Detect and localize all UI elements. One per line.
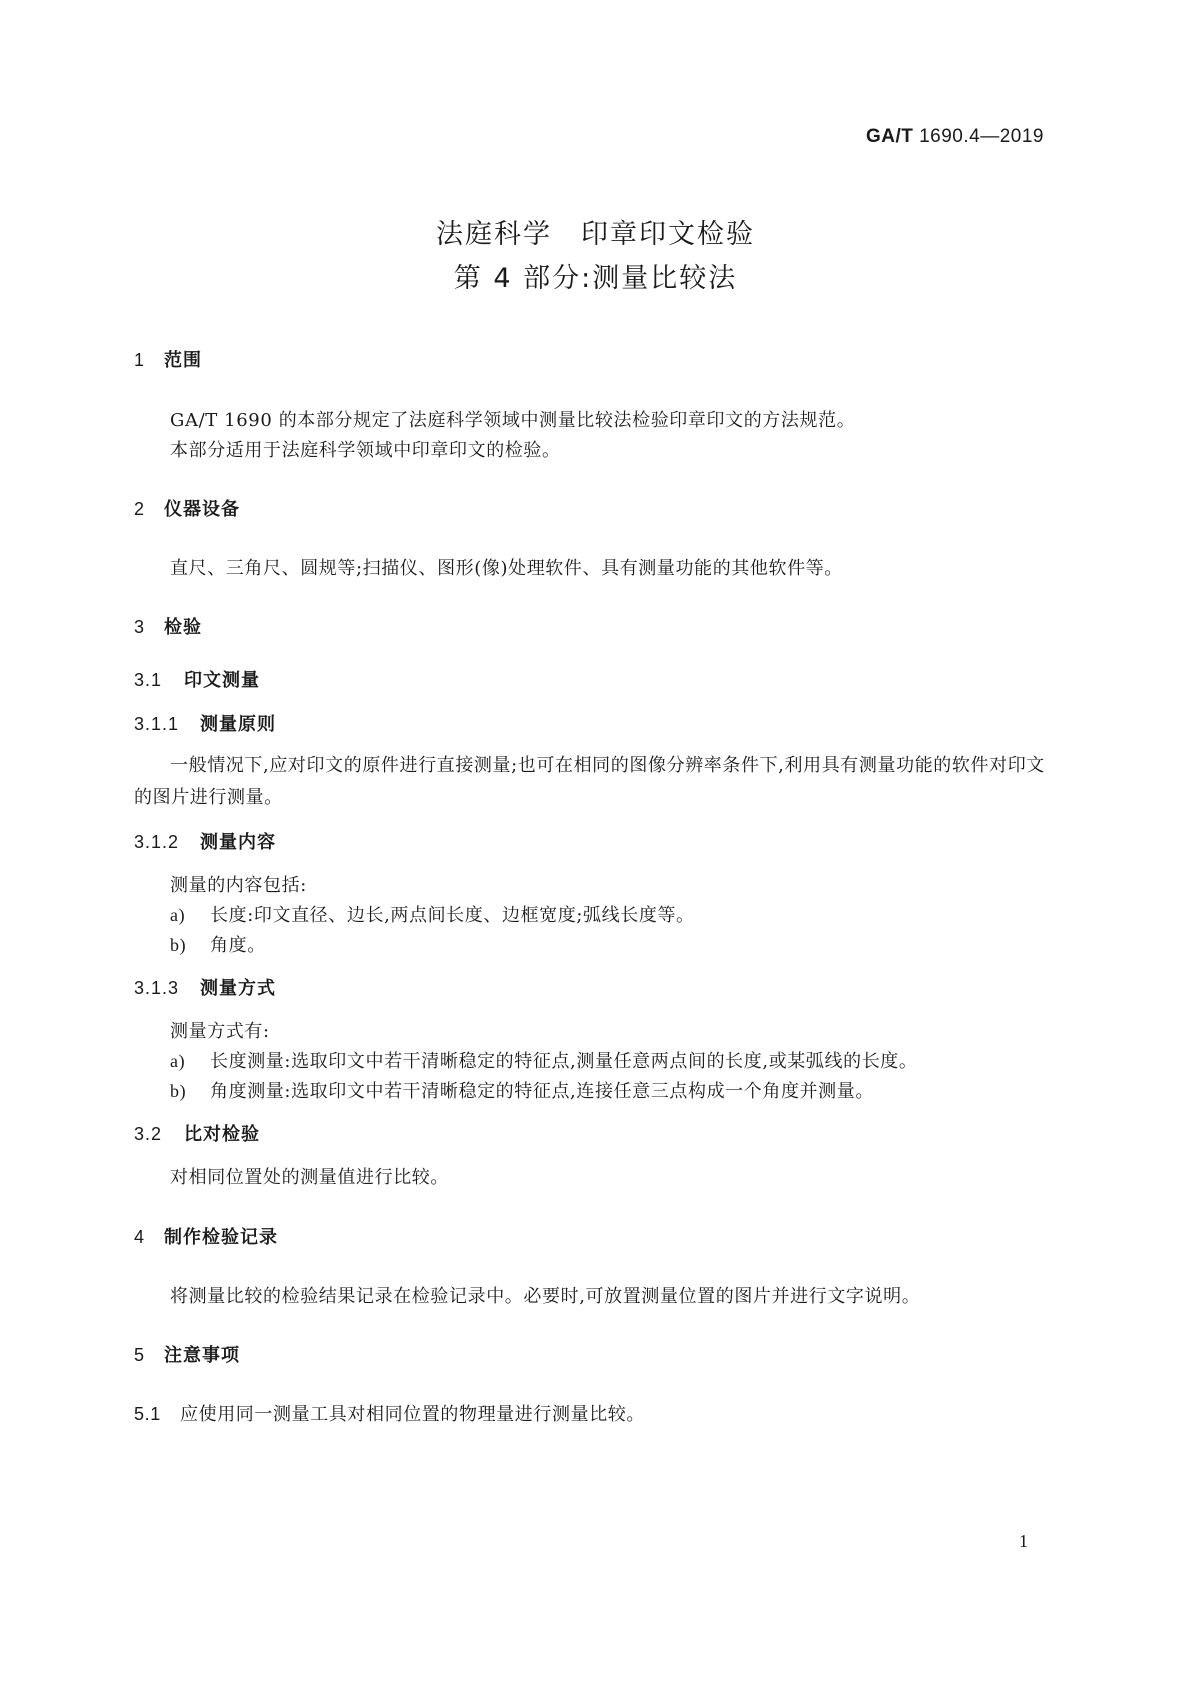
list-item <box>170 1047 918 1073</box>
section-3-1-2-heading <box>134 828 276 854</box>
section-number: 1 <box>134 350 146 370</box>
section-number: 3.1.3 <box>134 978 180 998</box>
scope-paragraph-1: GA/T 1690 的本部分规定了法庭科学领域中测量比较法检验印章印文的方法规范。 <box>170 410 856 431</box>
list-item-label: a) <box>170 905 186 925</box>
measurement-method-intro: 测量方式有: <box>170 1021 270 1042</box>
section-5-1 <box>134 1400 645 1426</box>
comparison-paragraph: 对相同位置处的测量值进行比较。 <box>170 1167 449 1188</box>
section-title: 测量方式 <box>200 978 276 999</box>
measurement-principle-paragraph: 一般情况下,应对印文的原件进行直接测量;也可在相同的图像分辨率条件下,利用具有测量功能的软件对印文的图片进行测量。 <box>134 755 1045 808</box>
equipment-paragraph: 直尺、三角尺、圆规等;扫描仪、图形(像)处理软件、具有测量功能的其他软件等。 <box>170 558 843 579</box>
list-item-label: b) <box>170 1081 187 1101</box>
standard-code: 1690.4—2019 <box>919 126 1044 147</box>
record-paragraph: 将测量比较的检验结果记录在检验记录中。必要时,可放置测量位置的图片并进行文字说明。 <box>170 1286 921 1307</box>
standard-number <box>866 126 1044 148</box>
section-number: 4 <box>134 1227 146 1247</box>
list-item-text: 长度测量:选取印文中若干清晰稳定的特征点,测量任意两点间的长度,或某弧线的长度。 <box>210 1051 918 1072</box>
section-3-1-3-heading <box>134 974 276 1000</box>
section-3-1-heading <box>134 666 260 692</box>
section-5-heading <box>134 1341 240 1367</box>
section-title: 范围 <box>164 350 202 371</box>
section-3-1-1-heading <box>134 710 276 736</box>
section-5-1-text: 应使用同一测量工具对相同位置的物理量进行测量比较。 <box>180 1404 645 1425</box>
section-4-heading <box>134 1223 278 1249</box>
section-number: 5 <box>134 1345 146 1365</box>
section-title: 检验 <box>164 617 202 638</box>
list-item-label: a) <box>170 1051 186 1071</box>
list-item <box>170 1077 874 1103</box>
section-2-heading <box>134 495 240 521</box>
section-number: 3.1.1 <box>134 714 180 734</box>
list-item <box>170 901 695 927</box>
list-item <box>170 931 266 957</box>
section-title: 测量内容 <box>200 832 276 853</box>
section-title: 仪器设备 <box>164 499 240 520</box>
list-item-label: b) <box>170 935 187 955</box>
list-item-text: 角度测量:选取印文中若干清晰稳定的特征点,连接任意三点构成一个角度并测量。 <box>210 1081 874 1102</box>
section-title: 印文测量 <box>184 670 260 691</box>
document-title-line2: 第 4 部分:测量比较法 <box>453 263 738 294</box>
section-title: 比对检验 <box>184 1124 260 1145</box>
section-number: 5.1 <box>134 1404 161 1424</box>
section-number: 3 <box>134 617 146 637</box>
section-title: 制作检验记录 <box>164 1227 278 1248</box>
measurement-content-intro: 测量的内容包括: <box>170 875 307 896</box>
page-number: 1 <box>1019 1531 1028 1551</box>
standard-prefix: GA/T <box>865 126 914 147</box>
section-number: 3.1 <box>134 670 163 690</box>
section-number: 3.2 <box>134 1124 163 1144</box>
section-title: 注意事项 <box>164 1345 240 1366</box>
scope-paragraph-2: 本部分适用于法庭科学领域中印章印文的检验。 <box>170 440 561 461</box>
section-3-heading <box>134 613 202 639</box>
document-title-line1: 法庭科学 印章印文检验 <box>436 219 755 250</box>
list-item-text: 长度:印文直径、边长,两点间长度、边框宽度;弧线长度等。 <box>210 905 695 926</box>
section-number: 2 <box>134 499 146 519</box>
section-3-2-heading <box>134 1120 260 1146</box>
section-1-heading <box>134 346 202 372</box>
section-title: 测量原则 <box>200 714 276 735</box>
section-number: 3.1.2 <box>134 832 180 852</box>
list-item-text: 角度。 <box>210 935 266 956</box>
